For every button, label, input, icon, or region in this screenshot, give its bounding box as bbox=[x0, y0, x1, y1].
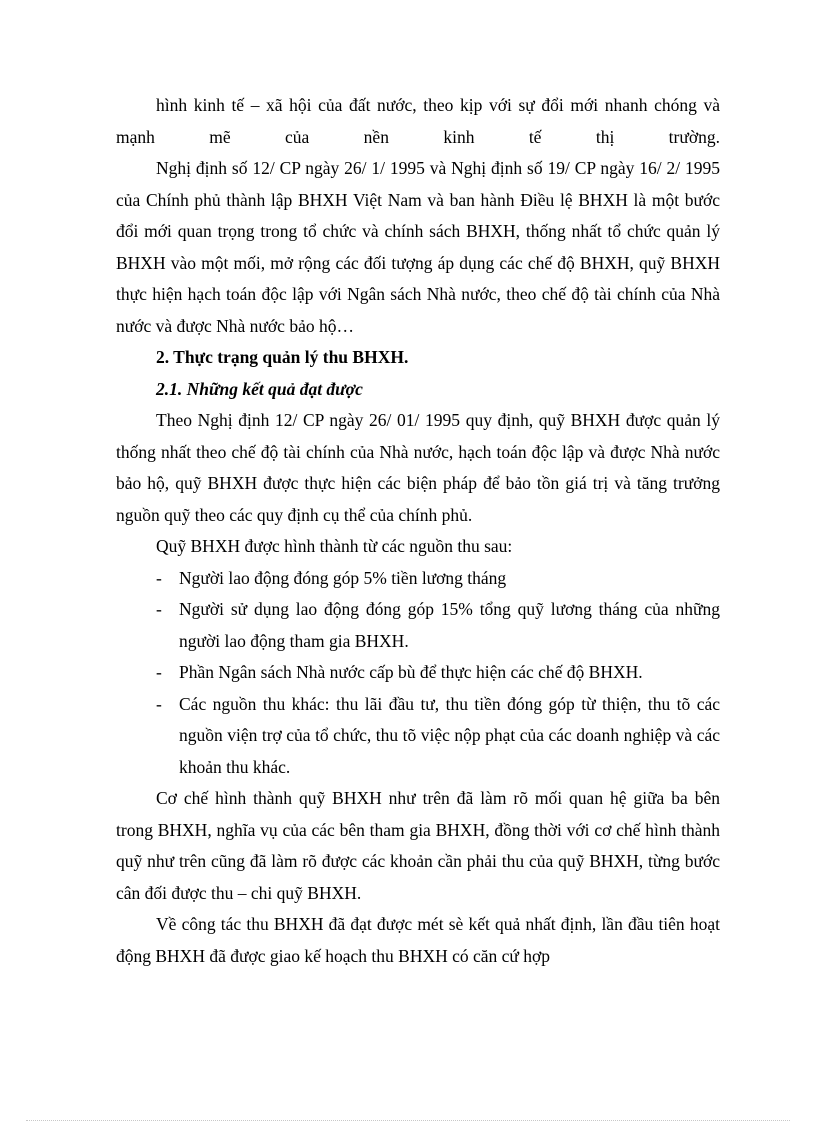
list-item bbox=[116, 563, 720, 595]
paragraph-decree: Nghị định số 12/ CP ngày 26/ 1/ 1995 và Nghị định số 19/ CP ngày 16/ 2/ 1995 của Chính phủ thành lập BHXH Việt Nam và ban hành Điều lệ BHXH là một bước đổi mới quan trọng trong tổ chức và chính sách BHXH, thống nhất tổ chức quản lý BHXH vào một mối, mở rộng các đối tượng áp dụng các chế độ BHXH, quỹ BHXH thực hiện hạch toán độc lập với Ngân sách Nhà nước, theo chế độ tài chính của Nhà nước và được Nhà nước bảo hộ… bbox=[116, 158, 720, 336]
list-item-text: Phần Ngân sách Nhà nước cấp bù để thực hiện các chế độ BHXH. bbox=[179, 662, 643, 682]
paragraph-results: Về công tác thu BHXH đã đạt được mét sè kết quả nhất định, lần đầu tiên hoạt động BHXH đã được giao kế hoạch thu BHXH có căn cứ hợp bbox=[116, 914, 720, 966]
bullet-dash: - bbox=[156, 662, 162, 682]
bullet-dash: - bbox=[156, 567, 162, 588]
paragraph-theo-nghi-dinh: Theo Nghị định 12/ CP ngày 26/ 01/ 1995 quy định, quỹ BHXH được quản lý thống nhất theo chế độ tài chính của Nhà nước, hạch toán độc lập và được Nhà nước bảo hộ, quỹ BHXH được thực hiện các biện pháp để bảo tồn giá trị và tăng trưởng nguồn quỹ theo các quy định cụ thể của chính phủ. bbox=[116, 410, 720, 525]
list-item-text: Người lao động đóng góp 5% tiền lương tháng bbox=[179, 567, 507, 588]
list-item bbox=[116, 689, 720, 784]
list-item bbox=[116, 594, 720, 657]
bullet-dash: - bbox=[156, 693, 162, 714]
list-item-text: Các nguồn thu khác: thu lãi đầu tư, thu tiền đóng góp từ thiện, thu tõ các nguồn viện trợ của tổ chức, thu tõ việc nộp phạt của các doanh nghiệp và các khoản thu khác. bbox=[179, 693, 720, 777]
section-heading-2: 2. Thực trạng quản lý thu BHXH. bbox=[156, 347, 409, 367]
document-body bbox=[116, 90, 720, 972]
paragraph-mechanism: Cơ chế hình thành quỹ BHXH như trên đã làm rõ mối quan hệ giữa ba bên trong BHXH, nghĩa vụ của các bên tham gia BHXH, đồng thời với cơ chế hình thành quỹ như trên cũng đã làm rõ được các khoản cần phải thu của quỹ BHXH, từng bước cân đối được thu – chi quỹ BHXH. bbox=[116, 788, 720, 903]
bullet-dash: - bbox=[156, 599, 162, 619]
paragraph-continued: hình kinh tế – xã hội của đất nước, theo kịp với sự đổi mới nhanh chóng và mạnh mẽ của nền kinh tế thị trường. bbox=[116, 95, 720, 147]
list-item-text: Người sử dụng lao động đóng góp 15% tổng quỹ lương tháng của những người lao động tham gia BHXH. bbox=[179, 599, 720, 651]
section-heading-2-1: 2.1. Những kết quả đạt được bbox=[156, 378, 363, 399]
list-item bbox=[116, 657, 720, 689]
footer-divider bbox=[26, 1120, 790, 1121]
paragraph-sources-intro: Quỹ BHXH được hình thành từ các nguồn thu sau: bbox=[156, 536, 513, 556]
